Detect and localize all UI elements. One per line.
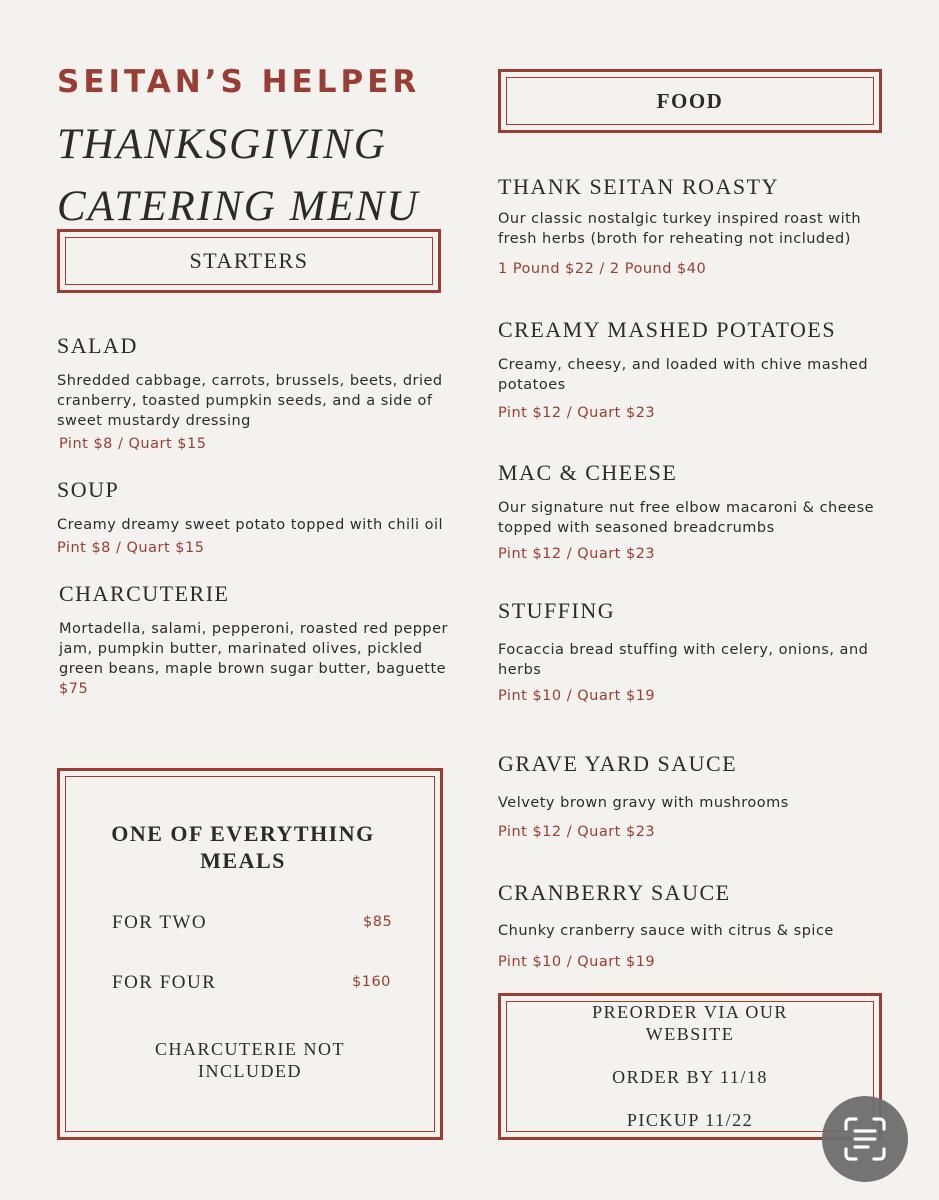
item-desc-soup: Creamy dreamy sweet potato topped with chili oil — [57, 517, 444, 533]
item-desc-mashed-potatoes: Creamy, cheesy, and loaded with chive mashed potatoes — [498, 357, 869, 393]
item-name-roasty: THANK SEITAN ROASTY — [498, 174, 779, 199]
item-name-gravy: GRAVE YARD SAUCE — [498, 751, 738, 776]
item-desc-gravy: Velvety brown gravy with mushrooms — [498, 795, 789, 811]
item-desc-mac-cheese: Our signature nut free elbow macaroni & cheese topped with seasoned breadcrumbs — [498, 500, 875, 536]
item-name-mac-cheese: MAC & CHEESE — [498, 460, 678, 485]
item-price-charcuterie: $75 — [59, 681, 89, 697]
meal-option-label: FOR FOUR — [112, 972, 217, 993]
item-name-soup: SOUP — [57, 477, 120, 502]
item-desc-roasty: Our classic nostalgic turkey inspired roast with fresh herbs (broth for reheating not included) — [498, 211, 862, 247]
item-price-gravy: Pint $12 / Quart $23 — [498, 824, 656, 840]
meal-option-price: $160 — [352, 974, 391, 990]
item-desc-stuffing: Focaccia bread stuffing with celery, onions, and herbs — [498, 642, 869, 678]
text-scan-icon — [822, 1096, 908, 1182]
food-section-label: FOOD — [656, 89, 724, 113]
preorder-line-2: ORDER BY 11/18 — [612, 1067, 768, 1087]
brand-name: SEITAN’S HELPER — [57, 64, 421, 100]
item-name-cranberry-sauce: CRANBERRY SAUCE — [498, 880, 731, 905]
text-scan-button[interactable] — [822, 1096, 908, 1182]
item-name-salad: SALAD — [57, 333, 138, 358]
meals-note: CHARCUTERIE NOT INCLUDED — [155, 1039, 345, 1081]
item-price-cranberry-sauce: Pint $10 / Quart $19 — [498, 954, 656, 970]
meals-title: ONE OF EVERYTHING MEALS — [111, 821, 375, 873]
meal-option-label: FOR TWO — [112, 912, 208, 933]
item-name-charcuterie: CHARCUTERIE — [59, 581, 230, 606]
food-section-box — [498, 69, 882, 133]
item-price-soup: Pint $8 / Quart $15 — [57, 540, 205, 556]
item-price-stuffing: Pint $10 / Quart $19 — [498, 688, 656, 704]
item-name-stuffing: STUFFING — [498, 598, 616, 623]
item-name-mashed-potatoes: CREAMY MASHED POTATOES — [498, 317, 837, 342]
page-title — [57, 114, 477, 238]
starters-section-label: STARTERS — [189, 248, 309, 273]
title-line-2: CATERING MENU — [57, 183, 420, 230]
meal-option-price: $85 — [363, 914, 393, 930]
item-desc-salad: Shredded cabbage, carrots, brussels, beets, dried cranberry, toasted pumpkin seeds, and a side of sweet mustardy dressing — [57, 373, 443, 429]
title-line-1: THANKSGIVING — [57, 121, 387, 168]
item-desc-cranberry-sauce: Chunky cranberry sauce with citrus & spice — [498, 923, 834, 939]
starters-section-box — [57, 229, 441, 293]
item-price-salad: Pint $8 / Quart $15 — [59, 436, 207, 452]
preorder-line-1: PREORDER VIA OUR WEBSITE — [592, 1002, 788, 1044]
item-price-mashed-potatoes: Pint $12 / Quart $23 — [498, 405, 656, 421]
item-price-mac-cheese: Pint $12 / Quart $23 — [498, 546, 656, 562]
item-price-roasty: 1 Pound $22 / 2 Pound $40 — [498, 261, 707, 277]
item-desc-charcuterie: Mortadella, salami, pepperoni, roasted red pepper jam, pumpkin butter, marinated olives, pickled green beans, maple brown sugar butter, baguette $75 — [59, 621, 448, 697]
preorder-line-3: PICKUP 11/22 — [626, 1110, 754, 1130]
